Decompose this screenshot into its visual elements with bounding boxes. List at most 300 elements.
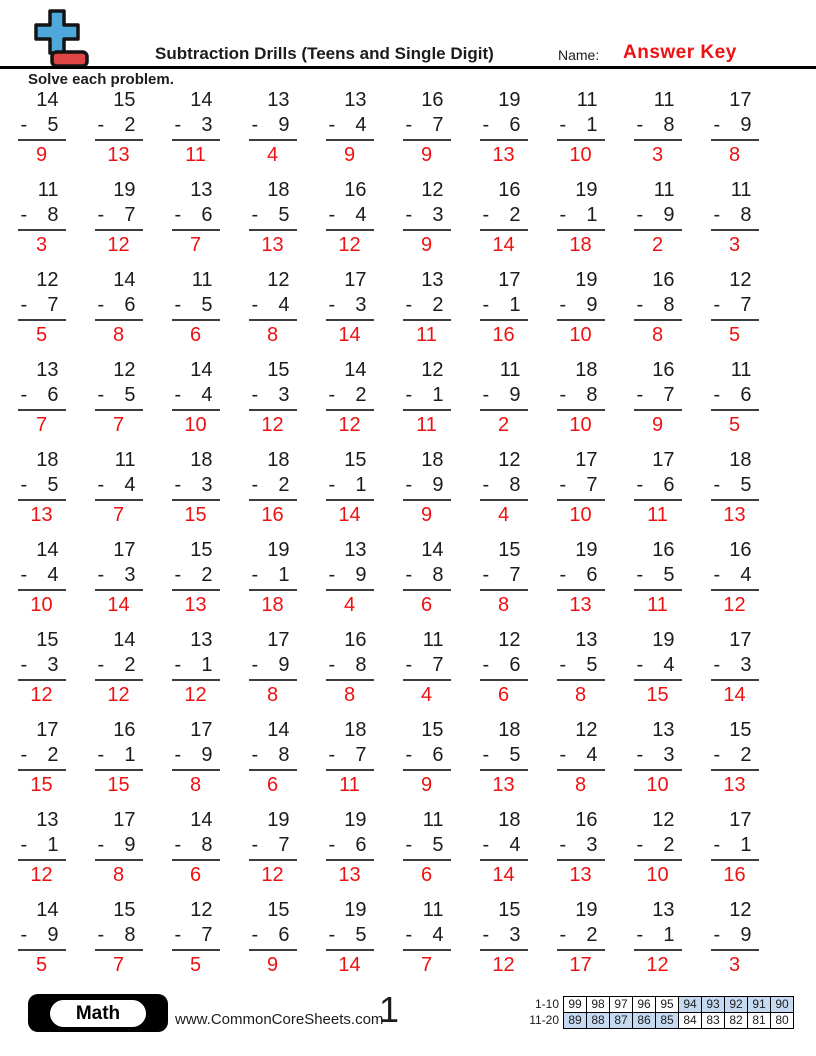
answer: 4 — [497, 504, 510, 526]
minus-sign: - — [174, 204, 182, 226]
minuend: 12 — [190, 899, 213, 921]
subtraction-row — [403, 653, 451, 681]
score-table — [521, 996, 794, 1029]
problems-grid — [3, 88, 773, 988]
minus-sign: - — [251, 744, 259, 766]
subtraction-row — [18, 293, 66, 321]
minus-sign: - — [559, 654, 567, 676]
score-cell: 97 — [609, 996, 633, 1013]
subtraction-row — [326, 203, 374, 231]
subtrahend: 2 — [47, 744, 59, 766]
answer: 18 — [261, 594, 284, 616]
answer: 9 — [343, 144, 356, 166]
minus-sign: - — [482, 294, 490, 316]
subtraction-row — [18, 923, 66, 951]
minus-sign: - — [251, 924, 259, 946]
problem — [711, 538, 759, 628]
minus-sign: - — [97, 204, 105, 226]
minus-sign: - — [20, 744, 28, 766]
subtraction-row — [711, 743, 759, 771]
subtrahend: 2 — [586, 924, 598, 946]
minus-sign: - — [174, 924, 182, 946]
subtraction-row — [326, 833, 374, 861]
minus-sign: - — [328, 744, 336, 766]
subtraction-row — [480, 743, 528, 771]
minuend: 18 — [267, 179, 290, 201]
subject-label: Math — [50, 1000, 146, 1027]
problem — [326, 448, 374, 538]
problem — [480, 628, 528, 718]
minus-sign: - — [328, 294, 336, 316]
problem — [95, 448, 143, 538]
subtraction-row — [326, 473, 374, 501]
problem — [557, 268, 605, 358]
answer: 11 — [185, 144, 206, 166]
subtrahend: 1 — [201, 654, 213, 676]
subtraction-row — [95, 473, 143, 501]
problem — [326, 718, 374, 808]
subtrahend: 7 — [663, 384, 675, 406]
subtrahend: 3 — [201, 114, 213, 136]
minuend: 19 — [575, 539, 598, 561]
minus-sign: - — [174, 474, 182, 496]
problem — [480, 178, 528, 268]
subtrahend: 6 — [124, 294, 136, 316]
problem — [711, 268, 759, 358]
minuend: 11 — [191, 269, 213, 291]
minuend: 17 — [575, 449, 598, 471]
subtrahend: 3 — [586, 834, 598, 856]
minus-sign: - — [559, 744, 567, 766]
minuend: 13 — [344, 539, 367, 561]
subtrahend: 3 — [663, 744, 675, 766]
minuend: 11 — [422, 629, 444, 651]
problem — [711, 448, 759, 538]
subtraction-row — [326, 383, 374, 411]
score-row — [521, 1012, 794, 1029]
minus-sign: - — [251, 474, 259, 496]
minuend: 18 — [344, 719, 367, 741]
subtraction-row — [480, 383, 528, 411]
minus-sign: - — [482, 114, 490, 136]
subtraction-row — [18, 653, 66, 681]
problem — [95, 628, 143, 718]
answer: 8 — [497, 594, 510, 616]
minus-sign: - — [251, 114, 259, 136]
minuend: 17 — [36, 719, 59, 741]
minuend: 12 — [267, 269, 290, 291]
answer: 11 — [339, 774, 360, 796]
subtrahend: 8 — [278, 744, 290, 766]
minus-sign: - — [405, 294, 413, 316]
subtraction-row — [249, 383, 297, 411]
answer: 12 — [338, 414, 361, 436]
subtraction-row — [172, 203, 220, 231]
minuend: 18 — [421, 449, 444, 471]
subtraction-row — [480, 113, 528, 141]
problem — [95, 808, 143, 898]
minus-sign: - — [482, 384, 490, 406]
minus-sign: - — [713, 474, 721, 496]
subtraction-row — [249, 293, 297, 321]
subtrahend: 2 — [509, 204, 521, 226]
answer: 10 — [569, 324, 592, 346]
answer: 14 — [338, 504, 361, 526]
answer: 13 — [492, 774, 515, 796]
problem — [95, 718, 143, 808]
minuend: 16 — [729, 539, 752, 561]
name-label: Name: — [558, 47, 600, 63]
minuend: 19 — [498, 89, 521, 111]
subtraction-row — [172, 113, 220, 141]
subtraction-row — [172, 653, 220, 681]
subtrahend: 7 — [278, 834, 290, 856]
problem — [403, 358, 451, 448]
answer: 8 — [574, 684, 587, 706]
subtrahend: 9 — [278, 654, 290, 676]
answer: 15 — [107, 774, 130, 796]
subtrahend: 3 — [740, 654, 752, 676]
answer: 9 — [420, 774, 433, 796]
minuend: 13 — [36, 359, 59, 381]
subtrahend: 5 — [509, 744, 521, 766]
minus-sign: - — [405, 924, 413, 946]
minus-sign: - — [251, 384, 259, 406]
subtraction-row — [480, 293, 528, 321]
answer: 15 — [184, 504, 207, 526]
answer: 10 — [646, 864, 669, 886]
subtraction-row — [480, 923, 528, 951]
subtrahend: 7 — [124, 204, 136, 226]
problem — [326, 268, 374, 358]
minuend: 17 — [267, 629, 290, 651]
answer: 16 — [492, 324, 515, 346]
score-cell: 84 — [678, 1012, 702, 1029]
subtrahend: 5 — [47, 114, 59, 136]
subtrahend: 8 — [432, 564, 444, 586]
problem — [634, 358, 682, 448]
subtrahend: 2 — [663, 834, 675, 856]
answer: 12 — [107, 234, 130, 256]
problem — [403, 898, 451, 988]
minus-sign: - — [405, 204, 413, 226]
minuend: 11 — [653, 179, 675, 201]
problem — [249, 808, 297, 898]
minuend: 15 — [267, 899, 290, 921]
answer: 12 — [30, 864, 53, 886]
subtraction-row — [711, 383, 759, 411]
minuend: 18 — [498, 809, 521, 831]
minuend: 19 — [575, 899, 598, 921]
problem — [634, 718, 682, 808]
subtrahend: 8 — [663, 294, 675, 316]
score-cell: 83 — [701, 1012, 725, 1029]
problem — [172, 538, 220, 628]
minuend: 18 — [267, 449, 290, 471]
problem — [403, 808, 451, 898]
subtrahend: 5 — [278, 204, 290, 226]
answer: 13 — [492, 144, 515, 166]
answer: 12 — [492, 954, 515, 976]
subtrahend: 7 — [432, 654, 444, 676]
minuend: 12 — [421, 179, 444, 201]
minus-sign: - — [482, 654, 490, 676]
minus-sign: - — [328, 384, 336, 406]
answer: 5 — [35, 954, 48, 976]
minus-sign: - — [559, 564, 567, 586]
instruction-text: Solve each problem. — [28, 71, 174, 88]
minuend: 15 — [36, 629, 59, 651]
minus-sign: - — [20, 924, 28, 946]
answer: 12 — [261, 414, 284, 436]
problem — [557, 898, 605, 988]
minus-sign: - — [636, 564, 644, 586]
subtrahend: 9 — [355, 564, 367, 586]
subtraction-row — [634, 743, 682, 771]
subtraction-row — [634, 203, 682, 231]
answer: 7 — [112, 414, 125, 436]
problem — [326, 628, 374, 718]
problem — [403, 88, 451, 178]
score-cell: 94 — [678, 996, 702, 1013]
answer: 9 — [420, 504, 433, 526]
minuend: 14 — [267, 719, 290, 741]
subtraction-row — [403, 833, 451, 861]
subtraction-row — [557, 203, 605, 231]
problem — [711, 358, 759, 448]
subtraction-row — [172, 293, 220, 321]
minus-sign: - — [328, 204, 336, 226]
subtrahend: 2 — [278, 474, 290, 496]
answer: 15 — [30, 774, 53, 796]
minuend: 12 — [729, 269, 752, 291]
answer: 6 — [189, 864, 202, 886]
answer: 10 — [30, 594, 53, 616]
footer — [0, 989, 816, 1038]
minuend: 17 — [729, 629, 752, 651]
minuend: 16 — [498, 179, 521, 201]
subtrahend: 8 — [586, 384, 598, 406]
minus-sign: - — [559, 294, 567, 316]
minuend: 16 — [421, 89, 444, 111]
problem — [480, 718, 528, 808]
subtraction-row — [711, 653, 759, 681]
answer: 8 — [343, 684, 356, 706]
minuend: 17 — [729, 809, 752, 831]
subtrahend: 4 — [278, 294, 290, 316]
problem — [172, 358, 220, 448]
minus-sign: - — [97, 924, 105, 946]
subtrahend: 1 — [740, 834, 752, 856]
subtrahend: 4 — [432, 924, 444, 946]
answer: 14 — [723, 684, 746, 706]
minuend: 13 — [267, 89, 290, 111]
subtraction-row — [95, 383, 143, 411]
problem — [634, 448, 682, 538]
problem — [480, 898, 528, 988]
problem — [249, 898, 297, 988]
answer: 4 — [420, 684, 433, 706]
subtrahend: 5 — [586, 654, 598, 676]
problem — [249, 88, 297, 178]
problem — [249, 538, 297, 628]
score-cell: 93 — [701, 996, 725, 1013]
minuend: 15 — [344, 449, 367, 471]
subtrahend: 3 — [201, 474, 213, 496]
minus-sign: - — [174, 384, 182, 406]
answer: 8 — [574, 774, 587, 796]
problem — [326, 898, 374, 988]
answer: 11 — [416, 324, 437, 346]
minus-sign: - — [636, 924, 644, 946]
answer: 16 — [261, 504, 284, 526]
subtraction-row — [634, 383, 682, 411]
minuend: 16 — [652, 539, 675, 561]
subtraction-row — [480, 563, 528, 591]
problem — [172, 898, 220, 988]
problem — [557, 808, 605, 898]
minuend: 13 — [652, 899, 675, 921]
subtrahend: 4 — [663, 654, 675, 676]
subtrahend: 8 — [47, 204, 59, 226]
subtrahend: 6 — [740, 384, 752, 406]
problem — [95, 88, 143, 178]
answer: 6 — [497, 684, 510, 706]
subtrahend: 2 — [124, 114, 136, 136]
subtraction-row — [172, 563, 220, 591]
minuend: 13 — [190, 629, 213, 651]
answer: 17 — [569, 954, 592, 976]
minus-sign: - — [636, 294, 644, 316]
minus-sign: - — [636, 474, 644, 496]
subtrahend: 9 — [278, 114, 290, 136]
minuend: 19 — [652, 629, 675, 651]
problem — [403, 538, 451, 628]
subtraction-row — [95, 923, 143, 951]
minuend: 11 — [422, 809, 444, 831]
answer: 3 — [651, 144, 664, 166]
answer: 12 — [30, 684, 53, 706]
subtraction-row — [249, 113, 297, 141]
subtraction-row — [711, 113, 759, 141]
minuend: 15 — [267, 359, 290, 381]
answer: 9 — [420, 234, 433, 256]
problem — [480, 538, 528, 628]
minus-sign: - — [636, 114, 644, 136]
minus-sign: - — [636, 654, 644, 676]
answer: 8 — [728, 144, 741, 166]
problem — [95, 268, 143, 358]
subtrahend: 6 — [509, 114, 521, 136]
answer: 7 — [420, 954, 433, 976]
problem — [249, 358, 297, 448]
minus-sign: - — [251, 564, 259, 586]
answer: 5 — [728, 414, 741, 436]
subtraction-row — [557, 923, 605, 951]
minuend: 17 — [113, 809, 136, 831]
minuend: 15 — [729, 719, 752, 741]
answer: 12 — [107, 684, 130, 706]
subtrahend: 9 — [740, 924, 752, 946]
score-row — [521, 996, 794, 1013]
minus-sign: - — [20, 384, 28, 406]
problem — [18, 718, 66, 808]
minus-sign: - — [482, 924, 490, 946]
subtrahend: 9 — [47, 924, 59, 946]
score-cell: 89 — [563, 1012, 587, 1029]
problem — [557, 628, 605, 718]
subtrahend: 4 — [47, 564, 59, 586]
subtrahend: 8 — [740, 204, 752, 226]
subtrahend: 1 — [509, 294, 521, 316]
subtrahend: 4 — [355, 114, 367, 136]
score-cell: 88 — [586, 1012, 610, 1029]
subtraction-row — [18, 203, 66, 231]
answer: 8 — [112, 864, 125, 886]
minuend: 14 — [190, 809, 213, 831]
subtraction-row — [326, 653, 374, 681]
minus-sign: - — [20, 474, 28, 496]
answer: 10 — [646, 774, 669, 796]
answer: 6 — [266, 774, 279, 796]
subtrahend: 3 — [509, 924, 521, 946]
minuend: 14 — [113, 629, 136, 651]
problem — [95, 178, 143, 268]
minus-sign: - — [559, 474, 567, 496]
subtraction-row — [172, 473, 220, 501]
minuend: 18 — [729, 449, 752, 471]
answer: 3 — [35, 234, 48, 256]
problem — [326, 178, 374, 268]
answer: 7 — [189, 234, 202, 256]
subtraction-row — [249, 473, 297, 501]
subtrahend: 5 — [740, 474, 752, 496]
minus-sign: - — [482, 744, 490, 766]
subtraction-row — [403, 743, 451, 771]
answer: 15 — [646, 684, 669, 706]
minus-sign: - — [328, 114, 336, 136]
problem — [711, 628, 759, 718]
score-cell: 92 — [724, 996, 748, 1013]
subtrahend: 6 — [509, 654, 521, 676]
answer: 11 — [416, 414, 437, 436]
subtraction-row — [18, 563, 66, 591]
subtraction-row — [711, 923, 759, 951]
subtrahend: 1 — [278, 564, 290, 586]
minuend: 14 — [421, 539, 444, 561]
minus-sign: - — [328, 564, 336, 586]
answer-key-text: Answer Key — [623, 42, 737, 63]
subtrahend: 9 — [124, 834, 136, 856]
minus-sign: - — [97, 654, 105, 676]
minus-sign: - — [328, 474, 336, 496]
subtrahend: 7 — [432, 114, 444, 136]
minuend: 12 — [498, 449, 521, 471]
answer: 9 — [266, 954, 279, 976]
minuend: 16 — [575, 809, 598, 831]
subtrahend: 9 — [586, 294, 598, 316]
problem — [18, 268, 66, 358]
answer: 10 — [184, 414, 207, 436]
subtrahend: 5 — [124, 384, 136, 406]
minuend: 11 — [114, 449, 136, 471]
subtrahend: 5 — [432, 834, 444, 856]
minus-sign: - — [713, 294, 721, 316]
problem — [172, 448, 220, 538]
minuend: 19 — [344, 809, 367, 831]
score-cell: 82 — [724, 1012, 748, 1029]
answer: 6 — [189, 324, 202, 346]
